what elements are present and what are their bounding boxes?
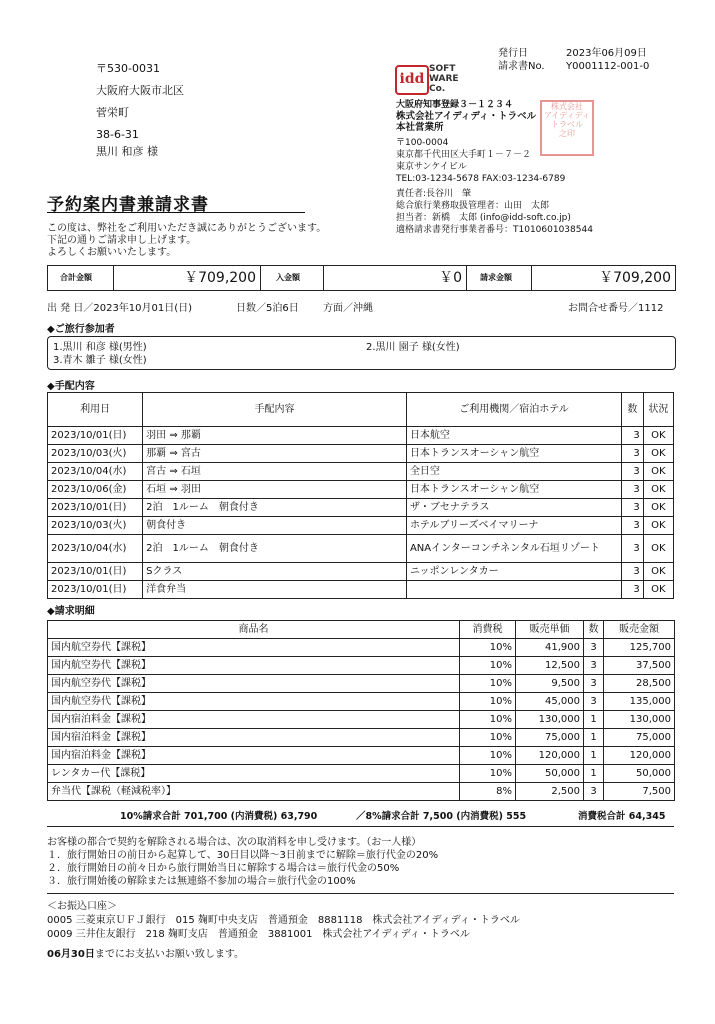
recipient-postal: 〒530-0031 [96, 62, 160, 75]
table-cell: 28,500 [604, 675, 675, 693]
table-row [48, 711, 675, 729]
invoice-no: Y0001112-001-0 [566, 61, 650, 72]
table-cell: OK [643, 563, 673, 581]
col-qty: 数 [584, 621, 604, 639]
table-row [48, 675, 675, 693]
divider [47, 826, 674, 827]
table-cell: 国内宿泊料金【課税】 [48, 729, 460, 747]
table-row [48, 563, 674, 581]
issuer-tel-fax: TEL:03-1234-5678 FAX:03-1234-6789 [396, 174, 566, 184]
seal-line: アイディディ [544, 111, 590, 120]
table-cell: 10% [460, 729, 516, 747]
recipient-name: 黒川 和彦 様 [96, 145, 158, 158]
arrangements-heading: ◆手配内容 [47, 381, 95, 392]
table-cell: 国内宿泊料金【課税】 [48, 747, 460, 765]
table-cell: 37,500 [604, 657, 675, 675]
due-text: までにお支払いお願い致します。 [94, 949, 245, 960]
traveler-3: 3.青木 雛子 様(女性) [53, 355, 147, 366]
bank-account-1: 0005 三菱東京ＵＦＪ銀行 015 麹町中央支店 普通預金 8881118 株式会社アイディディ・トラベル [47, 915, 520, 926]
issuer-contact: 担当者：新橋 太郎 (info@idd-soft.co.jp) [396, 213, 571, 223]
table-row [48, 729, 675, 747]
table-cell: 2023/10/01(日) [48, 563, 143, 581]
table-cell: OK [643, 445, 673, 463]
table-cell: 日本トランスオーシャン航空 [406, 481, 621, 499]
received-amount: ￥0 [439, 270, 462, 286]
table-cell: 75,000 [516, 729, 584, 747]
col-count: 数 [622, 393, 644, 427]
table-cell: 1 [584, 747, 604, 765]
due-date: 06月30日 [47, 949, 95, 960]
logo-line3: Co. [429, 84, 446, 94]
table-row [48, 783, 675, 801]
table-cell: 120,000 [604, 747, 675, 765]
table-cell: 日本航空 [406, 427, 621, 445]
inquiry-number: お問合せ番号／1112 [568, 303, 664, 314]
cancellation-line2: ２．旅行開始日の前々日から旅行開始当日に解除する場合は＝旅行代金の50% [47, 863, 400, 874]
table-cell: 3 [622, 563, 644, 581]
billed-amount: ￥709,200 [599, 270, 671, 286]
table-row [48, 445, 674, 463]
table-cell [406, 581, 621, 599]
table-header-row [48, 393, 674, 427]
table-cell: 3 [622, 499, 644, 517]
recipient-city: 大阪府大阪市北区 [96, 84, 184, 97]
table-cell: Sクラス [143, 563, 407, 581]
table-cell: 10% [460, 675, 516, 693]
table-row [48, 581, 674, 599]
issuer-registration: 大阪府知事登録３－１２３４ [396, 100, 514, 110]
table-cell: 10% [460, 693, 516, 711]
divider [466, 266, 467, 290]
table-cell: 10% [460, 639, 516, 657]
table-cell: 3 [622, 445, 644, 463]
issuer-branch: 本社営業所 [396, 122, 444, 133]
divider [260, 266, 261, 290]
table-cell: 50,000 [516, 765, 584, 783]
table-row [48, 693, 675, 711]
table-cell: ホテルブリーズベイマリーナ [406, 517, 621, 535]
table-cell: 国内航空券代【課税】 [48, 639, 460, 657]
seal-line: トラベル [551, 120, 583, 129]
trip-departure: 出 発 日／2023年10月01日(日) [47, 303, 193, 314]
table-cell: 2023/10/01(日) [48, 499, 143, 517]
billed-label: 請求金額 [480, 273, 512, 282]
table-cell: 国内航空券代【課税】 [48, 657, 460, 675]
billing-heading: ◆請求明細 [47, 606, 95, 617]
issuer-company: 株式会社アイディディ・トラベル [396, 111, 537, 122]
table-cell: レンタカー代【課税】 [48, 765, 460, 783]
table-cell: 2023/10/06(金) [48, 481, 143, 499]
table-row [48, 747, 675, 765]
table-cell: 9,500 [516, 675, 584, 693]
table-cell: OK [643, 463, 673, 481]
bank-heading: ＜お振込口座＞ [47, 901, 117, 912]
table-cell: 12,500 [516, 657, 584, 675]
title-underline [47, 212, 305, 213]
table-row [48, 427, 674, 445]
table-cell: 全日空 [406, 463, 621, 481]
issuer-invoice-registration: 適格請求書発行事業者番号：T1010601038544 [396, 225, 593, 235]
table-cell: 朝食付き [143, 517, 407, 535]
table-cell: 45,000 [516, 693, 584, 711]
table-cell: 3 [584, 639, 604, 657]
col-amount: 販売金額 [604, 621, 675, 639]
intro-line1: この度は、弊社をご利用いただき誠にありがとうございます。 [47, 223, 327, 234]
table-cell: 3 [622, 535, 644, 563]
table-cell: 3 [622, 517, 644, 535]
issue-date: 2023年06月09日 [566, 48, 647, 59]
issue-date-label: 発行日 [498, 48, 528, 59]
trip-days: 日数／5泊6日 [236, 303, 299, 314]
table-cell: 洋食弁当 [143, 581, 407, 599]
table-cell: 125,700 [604, 639, 675, 657]
table-cell: 3 [622, 481, 644, 499]
table-cell: ニッポンレンタカー [406, 563, 621, 581]
col-provider: ご利用機関／宿泊ホテル [406, 393, 621, 427]
total-label: 合計金額 [60, 273, 92, 282]
table-cell: 1 [584, 711, 604, 729]
table-cell: OK [643, 481, 673, 499]
table-row [48, 481, 674, 499]
table-cell: 2泊 1ルーム 朝食付き [143, 535, 407, 563]
table-cell: 3 [622, 463, 644, 481]
travelers-heading: ◆ご旅行参加者 [47, 324, 115, 335]
table-cell: 75,000 [604, 729, 675, 747]
intro-line3: よろしくお願いいたします。 [47, 247, 177, 258]
table-row [48, 517, 674, 535]
table-cell: 3 [584, 657, 604, 675]
traveler-2: 2.黒川 園子 様(女性) [366, 342, 460, 353]
divider [47, 893, 674, 894]
col-status: 状況 [643, 393, 673, 427]
cancellation-intro: お客様の都合で契約を解除される場合は、次の取消料を申し受けます。（お一人様） [47, 837, 422, 848]
summary-10: 10%請求合計 701,700 (内消費税) 63,790 [120, 811, 318, 822]
table-row [48, 639, 675, 657]
table-cell: OK [643, 427, 673, 445]
table-row [48, 499, 674, 517]
cancellation-line3: ３．旅行開始後の解除または無連絡不参加の場合＝旅行代金の100% [47, 876, 356, 887]
table-row [48, 657, 675, 675]
table-cell: OK [643, 499, 673, 517]
seal-line: 之印 [559, 129, 575, 138]
table-cell: 2023/10/01(日) [48, 427, 143, 445]
traveler-1: 1.黒川 和彦 様(男性) [53, 342, 147, 353]
summary-8: ／8%請求合計 7,500 (内消費税) 555 [356, 811, 527, 822]
table-cell: 2023/10/03(火) [48, 517, 143, 535]
invoice-no-label: 請求書No. [498, 61, 545, 72]
table-cell: 宮古 ⇒ 石垣 [143, 463, 407, 481]
table-cell: 8% [460, 783, 516, 801]
table-row [48, 765, 675, 783]
cancellation-line1: １．旅行開始日の前日から起算して、30日目以降～3日前までに解除＝旅行代金の20% [47, 850, 439, 861]
issuer-address: 東京都千代田区大手町１－７－２ [396, 150, 532, 160]
table-cell: 130,000 [516, 711, 584, 729]
recipient-address [96, 58, 184, 146]
table-cell: 41,900 [516, 639, 584, 657]
table-header-row [48, 621, 675, 639]
table-cell: 10% [460, 657, 516, 675]
table-cell: 2023/10/01(日) [48, 581, 143, 599]
payment-due [47, 948, 244, 962]
table-cell: 1 [584, 765, 604, 783]
table-cell: 130,000 [604, 711, 675, 729]
table-cell: 弁当代【課税（軽減税率）】 [48, 783, 460, 801]
table-cell: OK [643, 581, 673, 599]
table-cell: ANAインターコンチネンタル石垣リゾート [406, 535, 621, 563]
table-cell: 石垣 ⇒ 羽田 [143, 481, 407, 499]
col-content: 手配内容 [143, 393, 407, 427]
table-cell: 2023/10/04(水) [48, 535, 143, 563]
table-cell: 2泊 1ルーム 朝食付き [143, 499, 407, 517]
table-cell: 3 [584, 675, 604, 693]
table-cell: ザ・ブセナテラス [406, 499, 621, 517]
table-cell: 3 [622, 427, 644, 445]
table-cell: 2023/10/04(水) [48, 463, 143, 481]
table-cell: 10% [460, 711, 516, 729]
table-cell: 7,500 [604, 783, 675, 801]
table-cell: 那覇 ⇒ 宮古 [143, 445, 407, 463]
issuer-manager: 総合旅行業務取扱管理者：山田 太郎 [396, 201, 550, 211]
seal-line: 株式会社 [551, 102, 583, 111]
table-cell: 3 [622, 581, 644, 599]
logo-line1: SOFT [429, 64, 456, 74]
table-cell: 10% [460, 747, 516, 765]
table-cell: 羽田 ⇒ 那覇 [143, 427, 407, 445]
trip-destination: 方面／沖縄 [323, 303, 373, 314]
table-cell: 3 [584, 693, 604, 711]
col-item: 商品名 [48, 621, 460, 639]
company-logo: idd [395, 65, 429, 95]
table-row [48, 463, 674, 481]
issuer-responsible: 責任者:長谷川 肇 [396, 189, 472, 199]
totals-box [47, 265, 676, 291]
bank-account-2: 0009 三井住友銀行 218 麹町支店 普通預金 3881001 株式会社アイディディ・トラベル [47, 929, 470, 940]
recipient-town: 菅栄町 [96, 106, 129, 119]
table-cell: 10% [460, 765, 516, 783]
issuer-building: 東京サンケイビル [396, 162, 467, 172]
table-cell: 120,000 [516, 747, 584, 765]
received-label: 入金額 [276, 273, 300, 282]
table-cell: 3 [584, 783, 604, 801]
summary-tax: 消費税合計 64,345 [578, 811, 666, 822]
table-cell: OK [643, 535, 673, 563]
table-cell: OK [643, 517, 673, 535]
table-cell: 50,000 [604, 765, 675, 783]
total-amount: ￥709,200 [184, 270, 256, 286]
recipient-block: 38-6-31 [96, 128, 139, 141]
col-date: 利用日 [48, 393, 143, 427]
company-seal [540, 100, 594, 156]
table-cell: 135,000 [604, 693, 675, 711]
table-row [48, 535, 674, 563]
table-cell: 日本トランスオーシャン航空 [406, 445, 621, 463]
table-cell: 1 [584, 729, 604, 747]
issuer-postal: 〒100-0004 [396, 138, 449, 148]
table-cell: 2023/10/03(火) [48, 445, 143, 463]
arrangements-table [47, 392, 674, 599]
billing-table [47, 620, 675, 801]
logo-text [429, 64, 459, 94]
table-cell: 国内宿泊料金【課税】 [48, 711, 460, 729]
logo-line2: WARE [429, 74, 459, 84]
col-tax: 消費税 [460, 621, 516, 639]
table-cell: 国内航空券代【課税】 [48, 675, 460, 693]
col-unit-price: 販売単価 [516, 621, 584, 639]
table-cell: 2,500 [516, 783, 584, 801]
intro-line2: 下記の通りご請求申し上げます。 [47, 235, 197, 246]
table-cell: 国内航空券代【課税】 [48, 693, 460, 711]
document-title: 予約案内書兼請求書 [47, 195, 209, 215]
